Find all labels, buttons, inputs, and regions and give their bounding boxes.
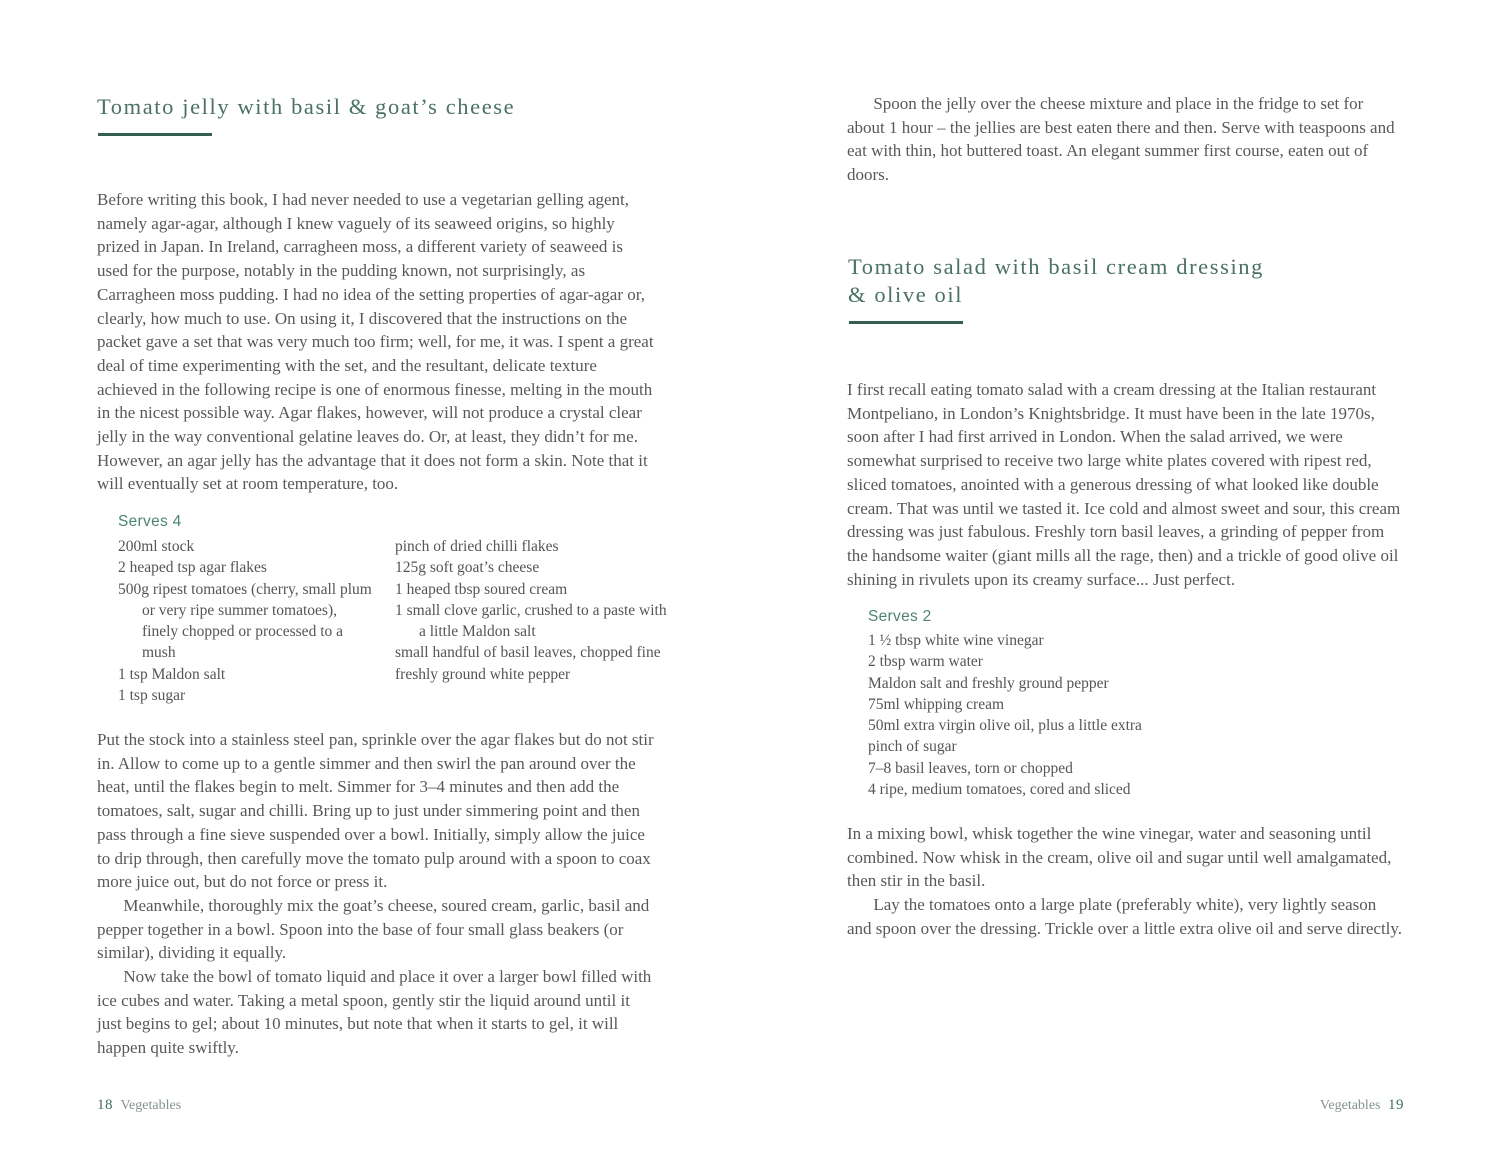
ingredient: Maldon salt and freshly ground pepper [868,674,1109,692]
method-paragraph: In a mixing bowl, whisk together the wine vinegar, water and seasoning until combined. Now whisk in the cream, olive oil and sugar until well amalgamated, then stir in the basil. [847,824,1392,891]
recipe-intro-right: I first recall eating tomato salad with a cream dressing at the Italian restaurant Montpeliano, in London’s Knightsbridge. It must have been in the late 1970s, soon after I had first arrived in London. When the salad arrived, we were somewhat surprised to receive two large white plates covered with ripest red, sliced tomatoes, anointed with a generous dressing of what looked like double cream. That was until we tasted it. Ice cold and almost sweet and sour, this cream dressing was just fabulous. Freshly torn basil leaves, a grinding of pepper from the handsome waiter (giant mills all the rage, then) and a trickle of good olive oil shining in rivulets upon its creamy surface... Just perfect. [847,380,1401,589]
ingredients-column-1 [118,536,376,706]
ingredients-right [868,630,1288,800]
ingredient: 125g soft goat’s cheese [395,559,540,577]
title-rule-left [98,133,212,136]
ingredient: 7–8 basil leaves, torn or chopped [868,759,1073,777]
ingredient: 200ml stock [118,538,195,555]
title-line-1: Tomato salad with basil cream dressing [848,254,1265,279]
serves-label-left: Serves 4 [118,513,182,530]
ingredients-column-2 [395,536,673,685]
method-paragraph: Now take the bowl of tomato liquid and place it over a larger bowl filled with ice cubes and water. Taking a metal spoon, gently stir the liquid around until it just begins to gel; about 10 minutes, but note that when it starts to gel, it will happen quite swiftly. [97,967,652,1058]
footer-left [97,1097,185,1114]
ingredient: 2 tbsp warm water [868,653,983,671]
method-paragraph: Lay the tomatoes onto a large plate (preferably white), very lightly season and spoon over the dressing. Trickle over a little extra olive oil and serve directly. [847,895,1403,938]
page-number-left: 18 [97,1097,113,1113]
ingredient: 4 ripe, medium tomatoes, cored and sliced [868,781,1131,799]
page-right [750,0,1500,1174]
ingredient: small handful of basil leaves, chopped fine [395,644,661,662]
section-label-left: Vegetables [120,1098,182,1113]
ingredient: freshly ground white pepper [395,665,571,683]
ingredient: 1 ½ tbsp white wine vinegar [868,632,1044,649]
ingredient: 1 tsp sugar [118,687,186,705]
ingredient: 1 small clove garlic, crushed to a paste with a little Maldon salt [395,601,667,641]
method-right [847,822,1405,941]
section-label-right: Vegetables [1319,1098,1381,1113]
ingredient: 75ml whipping cream [868,695,1005,713]
recipe-title-jelly: Tomato jelly with basil & goat’s cheese [97,94,516,119]
ingredient: 50ml extra virgin olive oil, plus a little extra [868,717,1142,735]
footer-right [847,1097,1404,1114]
method-paragraph: Meanwhile, thoroughly mix the goat’s cheese, soured cream, garlic, basil and pepper together in a bowl. Spoon into the base of four small glass beakers (or similar), dividing it equally. [97,895,650,963]
title-line-2: & olive oil [848,282,964,307]
recipe-intro-left: Before writing this book, I had never needed to use a vegetarian gelling agent, namely agar-agar, although I knew vaguely of its seaweed origins, so highly prized in Japan. In Ireland, carragheen moss, a different variety of seaweed is used for the purpose, notably in the pudding known, not surprisingly, as Carragheen moss pudding. I had no idea of the setting properties of agar-agar or, clearly, how much to use. On using it, I discovered that the instructions on the packet gave a set that was very much too firm; well, for me, it was. I spent a great deal of time experimenting with the set, and the resultant, delicate texture achieved in the following recipe is one of enormous finesse, melting in the mouth in the nicest possible way. Agar flakes, however, will not produce a crystal clear jelly in the way conventional gelatine leaves do. Or, at least, they didn’t for me. However, an agar jelly has the advantage that it does not form a skin. Note that it will eventually set at room temperature, too. [97,190,654,494]
continuation-paragraph: Spoon the jelly over the cheese mixture and place in the fridge to set for about 1 hour – the jellies are best eaten there and then. Serve with teaspoons and eat with thin, hot buttered toast. An elegant summer first course, eaten out of doors. [847,94,1395,185]
page-number-right: 19 [1388,1097,1404,1113]
ingredient: 2 heaped tsp agar flakes [118,559,267,577]
method-paragraph: Put the stock into a stainless steel pan, sprinkle over the agar flakes but do not stir in. Allow to come up to a gentle simmer and then swirl the pan around over the heat, until the flakes begin to melt. Simmer for 3–4 minutes and then add the tomatoes, salt, sugar and chilli. Bring up to just under simmering point and then pass through a fine sieve suspended over a bowl. Initially, simply allow the juice to drip through, then carefully move the tomato pulp around with a spoon to coax more juice out, but do not force or press it. [97,730,654,892]
ingredient: 1 tsp Maldon salt [118,665,226,683]
ingredient: 500g ripest tomatoes (cherry, small plum or very ripe summer tomatoes), finely chopped or processed to a mush [118,580,372,662]
ingredient: pinch of sugar [868,738,957,756]
ingredient: pinch of dried chilli flakes [395,538,559,555]
recipe-title-salad [848,253,1408,309]
method-left [97,728,655,1060]
serves-label-right: Serves 2 [868,608,932,625]
ingredient: 1 heaped tbsp soured cream [395,580,568,598]
title-rule-right [849,321,963,324]
